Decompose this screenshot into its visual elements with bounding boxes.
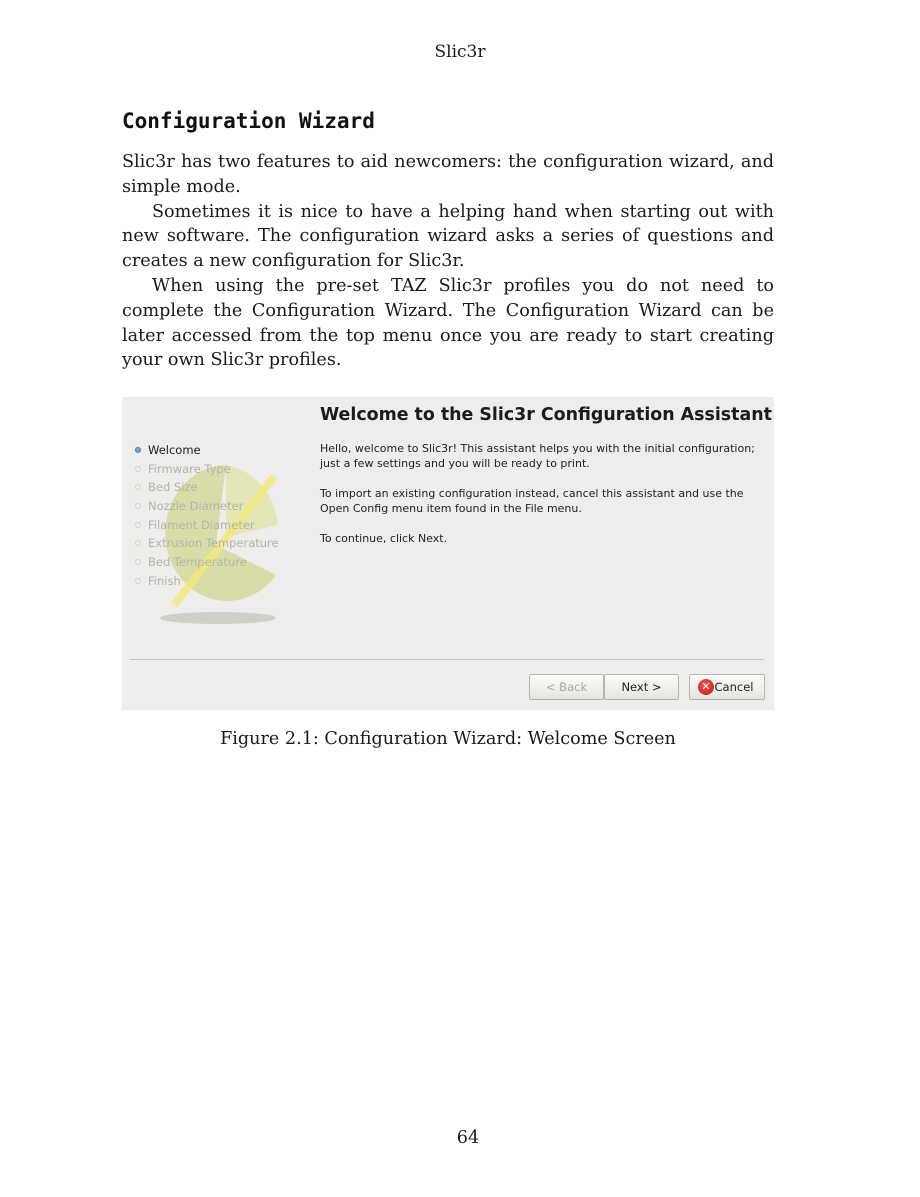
cancel-button-label: Cancel xyxy=(714,680,754,694)
step-bullet-icon xyxy=(135,540,141,546)
back-button[interactable]: < Back xyxy=(529,674,604,700)
wizard-step-firmware-type: Firmware Type xyxy=(134,460,279,479)
page-number: 64 xyxy=(456,1128,480,1148)
next-button[interactable]: Next > xyxy=(604,674,679,700)
wizard-body-text: Hello, welcome to Slic3r! This assistant helps you with the initial configuration; just a few settings and you will be ready to print. xyxy=(320,442,755,470)
wizard-body xyxy=(320,442,760,563)
wizard-step-filament-diameter: Filament Diameter xyxy=(134,516,279,535)
cancel-button[interactable] xyxy=(689,674,765,700)
wizard-screenshot xyxy=(122,397,774,710)
wizard-title: Welcome to the Slic3r Configuration Assistant xyxy=(320,405,772,425)
wizard-step-bed-size: Bed Size xyxy=(134,478,279,497)
section-title: Configuration Wizard xyxy=(122,109,375,133)
wizard-step-welcome: Welcome xyxy=(134,441,279,460)
button-separator xyxy=(130,659,764,660)
paragraph: Sometimes it is nice to have a helping hand when starting out with new software. The configuration wizard asks a series of questions and creates a new configuration for Slic3r. xyxy=(122,201,774,272)
paragraph: When using the pre-set TAZ Slic3r profiles you do not need to complete the Configuration Wizard. The Configuration Wizard can be later accessed from the top menu once you are ready to start creating your own Slic3r profiles. xyxy=(122,275,774,371)
step-bullet-icon xyxy=(135,559,141,565)
step-bullet-icon xyxy=(135,503,141,509)
step-bullet-icon xyxy=(135,484,141,490)
wizard-step-list xyxy=(134,441,279,591)
wizard-step-finish: Finish xyxy=(134,572,279,591)
step-bullet-icon xyxy=(135,466,141,472)
step-bullet-icon xyxy=(135,522,141,528)
step-bullet-icon xyxy=(135,447,141,453)
wizard-step-extrusion-temperature: Extrusion Temperature xyxy=(134,534,279,553)
step-bullet-icon xyxy=(135,578,141,584)
figure-caption: Figure 2.1: Configuration Wizard: Welcome Screen xyxy=(220,729,676,749)
running-head: Slic3r xyxy=(434,42,486,62)
paragraph: Slic3r has two features to aid newcomers: the configuration wizard, and simple mode. xyxy=(122,152,774,197)
wizard-body-text: To continue, click Next. xyxy=(320,532,448,545)
wizard-body-text: To import an existing configuration instead, cancel this assistant and use the Open Config menu item found in the File menu. xyxy=(320,487,744,515)
wizard-step-nozzle-diameter: Nozzle Diameter xyxy=(134,497,279,516)
cancel-icon: ✕ xyxy=(698,679,714,695)
body-text xyxy=(122,150,774,373)
wizard-step-bed-temperature: Bed Temperature xyxy=(134,553,279,572)
